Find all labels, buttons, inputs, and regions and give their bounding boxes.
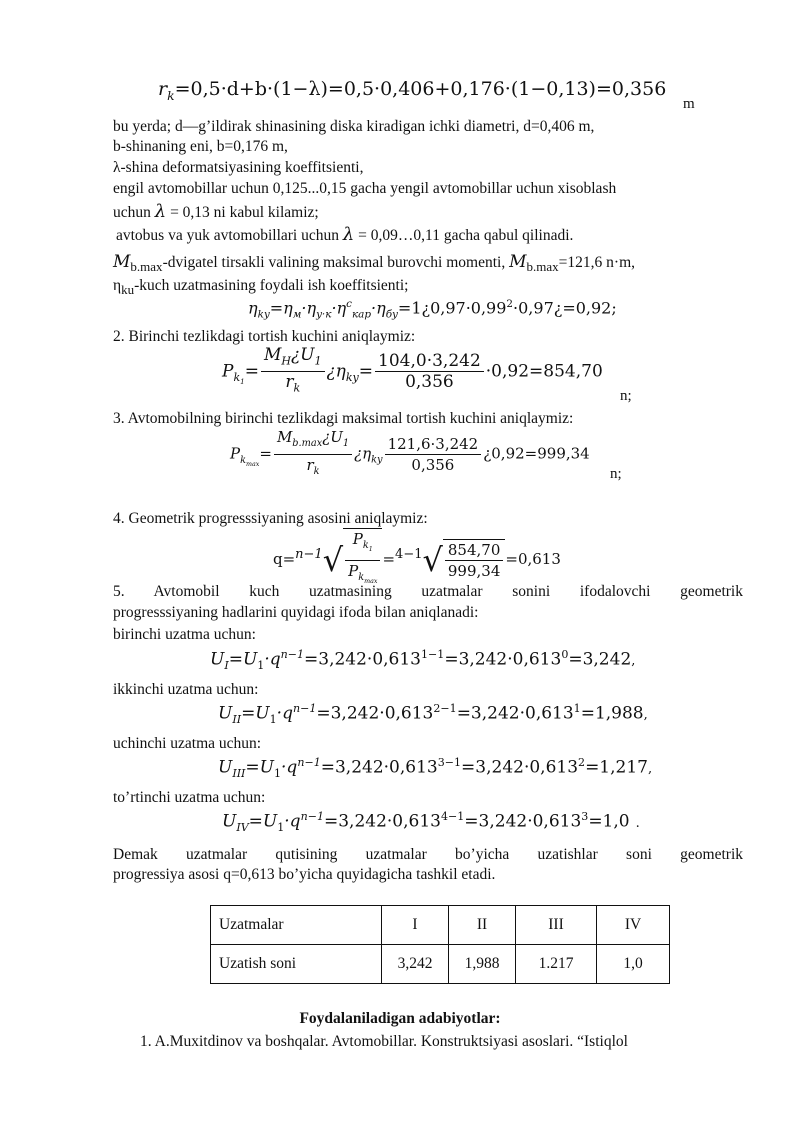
formula-rk-unit: m — [683, 96, 695, 112]
formula-u2: $U_{II}=U_1\cdot q^{n-1}=3,242\cdot 0,613^{2-1}=3,242\cdot 0,613^1=1,988$, — [218, 702, 648, 727]
table-header-cell: I — [382, 906, 449, 945]
section-heading: 2. Birinchi tezlikdagi tortish kuchini aniqlaymiz: — [113, 328, 416, 345]
reference-item: 1. A.Muxitdinov va boshqalar. Avtomobillar. Konstruktsiyasi asoslari. “Istiqlol — [140, 1033, 628, 1050]
formula-u4: $U_{IV}=U_1\cdot q^{n-1}=3,242\cdot 0,613^{4-1}=3,242\cdot 0,613^3=1,0$ . — [222, 810, 640, 835]
paragraph-line: bu yerda; d—g’ildirak shinasining diska kiradigan ichki diametri, d=0,406 m, — [113, 118, 595, 135]
formula-pk1-unit: n; — [620, 388, 632, 404]
formula-rk: $r_k=0,5\cdot d+b\cdot(1-\lambda)=0,5\cdot 0,406+0,176\cdot(1-0,13)=0,356$ — [158, 78, 667, 103]
paragraph-line: engil avtomobillar uchun 0,125...0,15 gacha yengil avtomobillar uchun xisoblash — [113, 180, 617, 197]
paragraph-line: b-shinaning eni, b=0,176 m, — [113, 138, 288, 155]
section-heading: 4. Geometrik progresssiyaning asosini aniqlaymiz: — [113, 510, 428, 527]
paragraph-line: progresssiyaning hadlarini quyidagi ifoda bilan aniqlanadi: — [113, 604, 479, 621]
table-cell: 3,242 — [382, 945, 449, 984]
paragraph-line: $\eta_{ku}$-kuch uzatmasining foydali ish koeffitsienti; — [113, 277, 409, 298]
paragraph-line: to’rtinchi uzatma uchun: — [113, 789, 266, 806]
formula-eta: $\eta_{ky}=\eta_м\cdot\eta_{y\cdot к}\cdot\eta^c_{кар}\cdot\eta_{бy}=1¿0,97\cdot 0,99^2\cdot 0,97¿=0,92$; — [248, 298, 617, 321]
paragraph-line: progressiya asosi q=0,613 bo’yicha quyidagicha tashkil etadi. — [113, 866, 496, 883]
paragraph-line: ikkinchi uzatma uchun: — [113, 681, 259, 698]
formula-u1: $U_I=U_1\cdot q^{n-1}=3,242\cdot 0,613^{1-1}=3,242\cdot 0,613^0=3,242$, — [210, 648, 636, 673]
gear-ratio-table — [210, 905, 670, 984]
formula-pk1: $P_{k_1}=$ $\frac{M_H¿U_1}{r_k}$ ¿$\eta_{ky}=$ $\frac{104,0\cdot 3,242}{0,356}$ ·0,92=854,70 — [222, 345, 603, 395]
table-cell: Uzatish soni — [211, 945, 382, 984]
table-cell: 1,0 — [597, 945, 670, 984]
formula-pkmax: $P_{k_{max}}=$ $\frac{M_{b.max}¿U_1}{r_k}$ ¿$\eta_{ky}$ $\frac{121,6\cdot 3,242}{0,356}$ ¿0,92=999,34 — [230, 428, 590, 477]
references-title: Foydalaniladigan adabiyotlar: — [299, 1010, 501, 1027]
table-header-cell: II — [449, 906, 516, 945]
paragraph-line: λ-shina deformatsiyasining koeffitsienti, — [113, 159, 364, 176]
paragraph-line: 5. Avtomobil kuch uzatmasining uzatmalar sonini ifodalovchi geometrik — [113, 583, 743, 600]
formula-pkmax-unit: n; — [610, 466, 622, 482]
paragraph-line: birinchi uzatma uchun: — [113, 626, 256, 643]
section-heading: 3. Avtomobilning birinchi tezlikdagi maksimal tortish kuchini aniqlaymiz: — [113, 410, 574, 427]
formula-q: q=$^{n-1}$√ $\frac{P_{k_1}}{P_{k_{max}}}$ =$^{4-1}$√ $\frac{854,70}{999,34}$ =0,613 — [273, 528, 561, 592]
formula-u3: $U_{III}=U_1\cdot q^{n-1}=3,242\cdot 0,613^{3-1}=3,242\cdot 0,613^2=1,217$, — [218, 756, 653, 781]
paragraph-line: avtobus va yuk avtomobillari uchun λ = 0,09…0,11 gacha qabul qilinadi. — [116, 224, 574, 245]
paragraph-line: $M_{b.max}$-dvigatel tirsakli valining maksimal burovchi momenti, $M_{b.max}=121,6$ n·m, — [113, 252, 636, 275]
table-header-cell: Uzatmalar — [211, 906, 382, 945]
paragraph-line: uchun λ = 0,13 ni kabul kilamiz; — [113, 201, 319, 222]
table-header-cell: IV — [597, 906, 670, 945]
table-cell: 1.217 — [516, 945, 597, 984]
table-cell: 1,988 — [449, 945, 516, 984]
paragraph-line: uchinchi uzatma uchun: — [113, 735, 262, 752]
table-header-row — [211, 906, 670, 945]
paragraph-line: Demak uzatmalar qutisining uzatmalar bo’yicha uzatishlar soni geometrik — [113, 846, 743, 863]
table-row — [211, 945, 670, 984]
table-header-cell: III — [516, 906, 597, 945]
